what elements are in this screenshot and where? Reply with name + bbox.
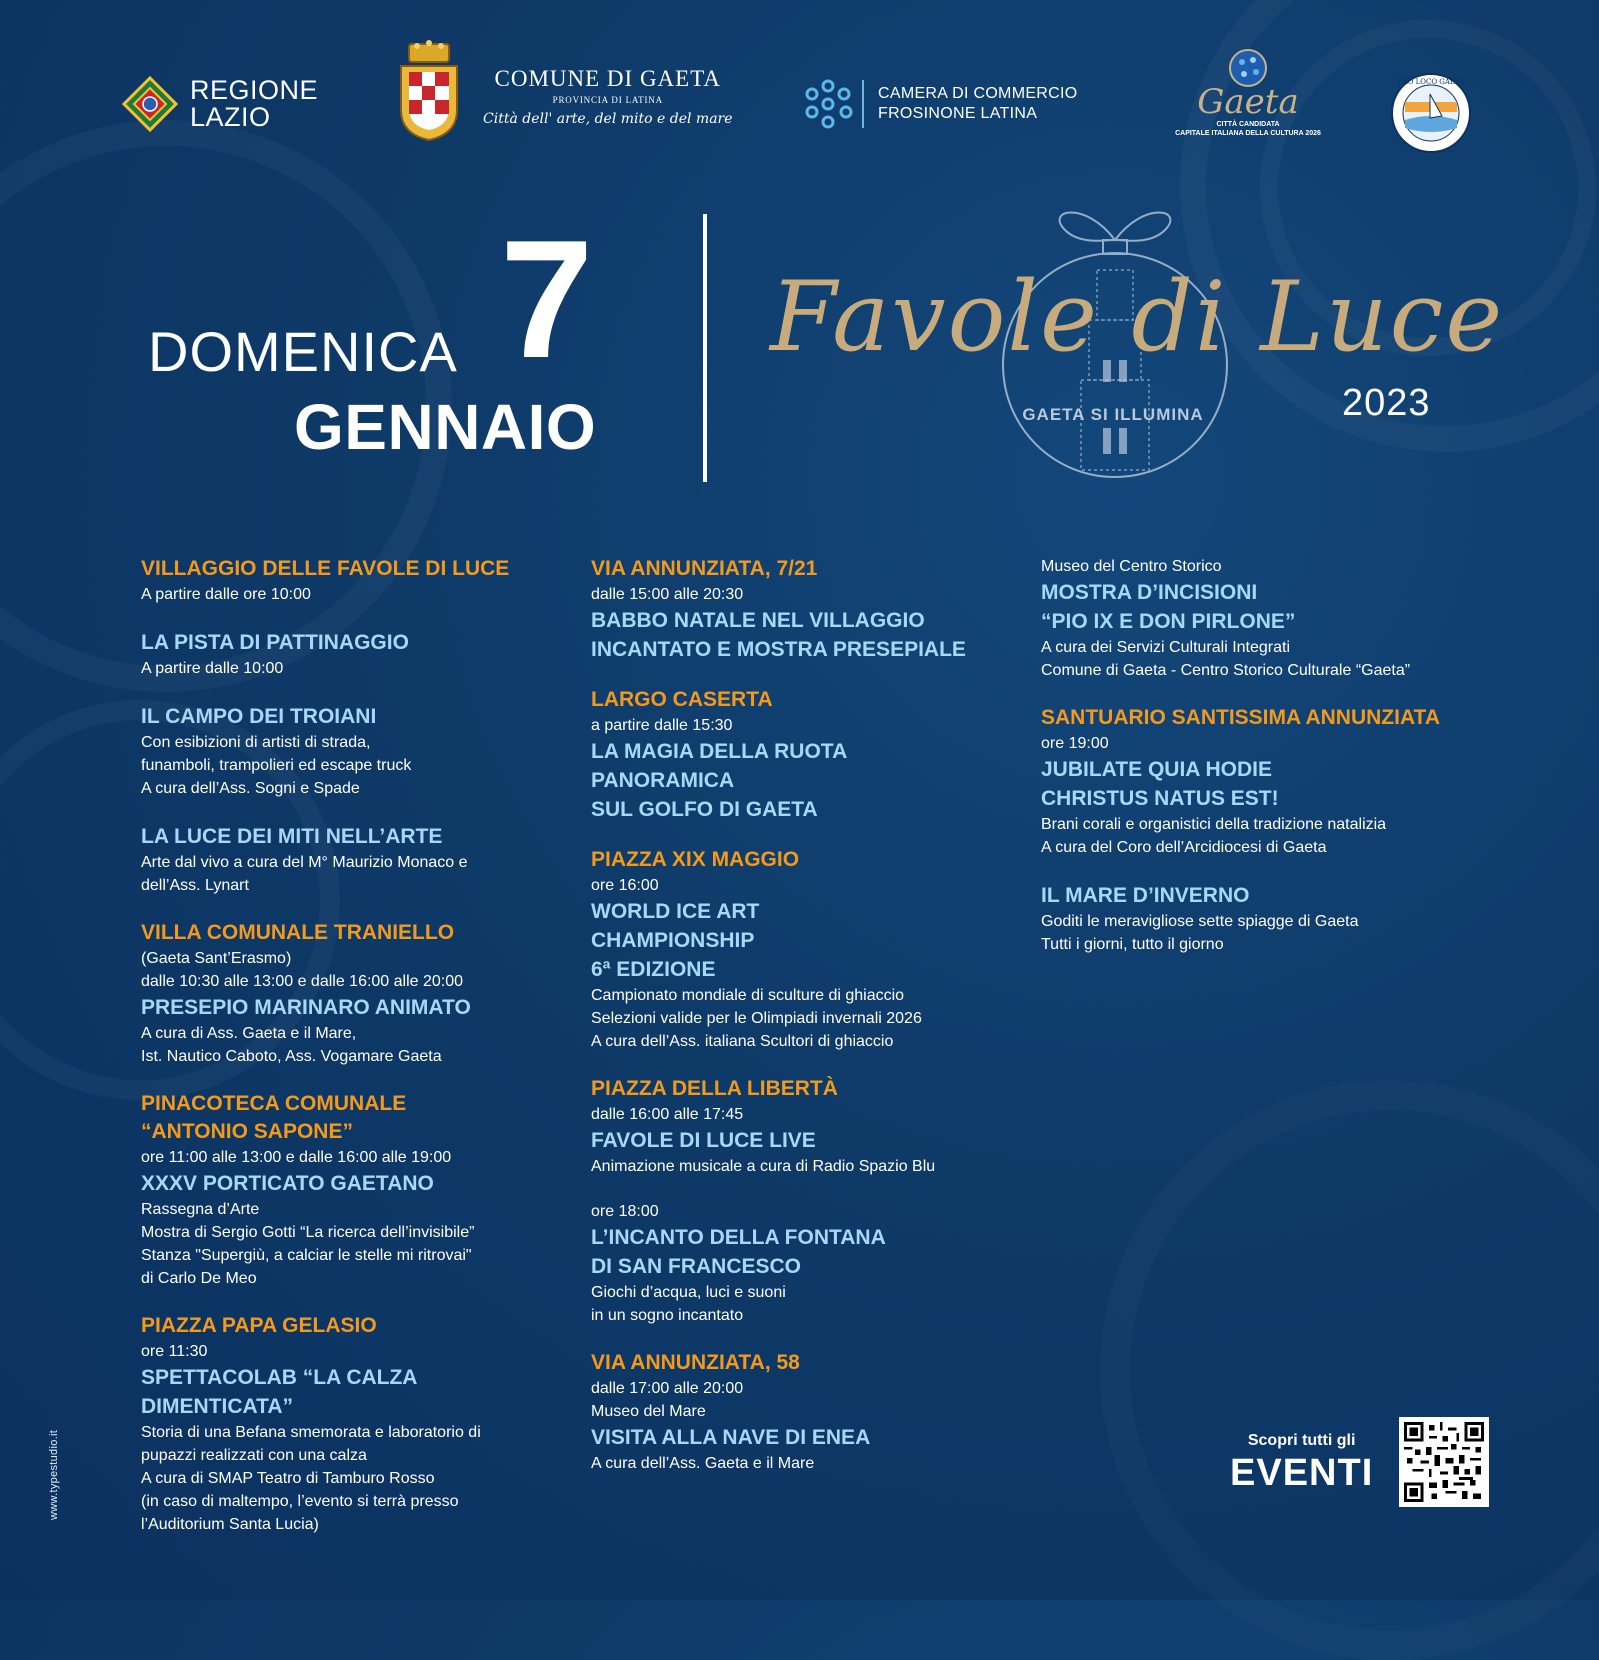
venue-name: SANTUARIO SANTISSIMA ANNUNZIATA [1041,706,1440,729]
camera-line2: FROSINONE LATINA [878,105,1038,122]
program-entry [141,822,561,897]
program-entry [591,846,1011,1053]
event-detail: ore 11:30 [141,1343,208,1360]
comune-gaeta-logo [395,40,733,144]
event-name: SPETTACOLAB “LA CALZA DIMENTICATA” [141,1366,417,1418]
program-column-2 [591,555,1011,1497]
event-detail: ore 16:00 [591,877,659,894]
event-detail: Brani corali e organistici della tradizione natalizia [1041,816,1387,833]
event-detail: A partire dalle ore 10:00 [141,586,311,603]
event-detail: Museo del Centro Storico [1041,558,1222,575]
regione-line1: REGIONE [190,75,319,105]
event-name: JUBILATE QUIA HODIE [1041,758,1273,781]
event-detail: funamboli, trampolieri ed escape truck [141,757,412,774]
event-title: Favole di Luce [770,261,1505,373]
event-detail: Selezioni valide per le Olimpiadi invernali 2026 [591,1010,922,1027]
event-detail: ore 19:00 [1041,735,1109,752]
event-name: VISITA ALLA NAVE DI ENEA [591,1426,871,1449]
pro-loco-gaeta-logo [1390,72,1472,154]
event-detail: Campionato mondiale di sculture di ghiaccio [591,987,905,1004]
event-detail: Rassegna d’Arte [141,1201,260,1218]
event-detail: Museo del Mare [591,1403,706,1420]
program-entry [141,919,561,1068]
event-detail: Ist. Nautico Caboto, Ass. Vogamare Gaeta [141,1048,442,1065]
venue-name: PINACOTECA COMUNALE [141,1092,407,1115]
event-detail: di Carlo De Meo [141,1270,257,1287]
event-name: LA LUCE DEI MITI NELL’ARTE [141,825,443,848]
venue-name: PIAZZA PAPA GELASIO [141,1314,377,1337]
event-name: LA MAGIA DELLA RUOTA [591,740,848,763]
date-day: 7 [500,205,594,393]
event-year: 2023 [1342,382,1431,424]
event-detail: Tutti i giorni, tutto il giorno [1041,936,1224,953]
comune-motto: Città dell' arte, del mito e del mare [483,111,733,127]
date-month: GENNAIO [294,391,597,463]
event-name: PRESEPIO MARINARO ANIMATO [141,996,471,1019]
camera-commercio-icon [800,76,856,132]
program-entry [591,555,1011,664]
program-entry [141,555,561,606]
event-name: DI SAN FRANCESCO [591,1255,802,1278]
lazio-emblem-icon [122,76,178,132]
gaeta-capitale-logo [1168,48,1328,138]
program-column-3 [1041,555,1481,978]
event-detail: ore 18:00 [591,1203,659,1220]
gaeta-crest-icon [395,40,463,144]
event-detail: ore 11:00 alle 13:00 e dalle 16:00 alle 19:00 [141,1149,452,1166]
event-detail: Storia di una Befana smemorata e laboratorio di [141,1424,481,1441]
program-entry [141,1312,561,1536]
event-detail: (in caso di maltempo, l’evento si terrà presso [141,1493,459,1510]
program-entry [141,702,561,800]
event-detail: dalle 15:00 alle 20:30 [591,586,744,603]
date-weekday: DOMENICA [148,320,458,383]
event-detail: A cura del Coro dell’Arcidiocesi di Gaeta [1041,839,1327,856]
program-entry [141,1090,561,1290]
event-name: LA PISTA DI PATTINAGGIO [141,631,409,654]
event-name: BABBO NATALE NEL VILLAGGIO [591,609,925,632]
event-name: WORLD ICE ART [591,900,760,923]
gaeta-wordmark: Gaeta [1197,82,1299,122]
event-name: L’INCANTO DELLA FONTANA [591,1226,886,1249]
title-divider [703,214,707,482]
program-entry [591,1075,1011,1178]
event-name: INCANTATO E MOSTRA PRESEPIALE [591,638,966,661]
venue-name: VIA ANNUNZIATA, 7/21 [591,557,818,580]
scopri-eventi[interactable] [1230,1432,1373,1495]
comune-title: COMUNE DI GAETA [494,66,722,91]
program-entry [1041,881,1481,956]
event-name: PANORAMICA [591,769,735,792]
event-name: XXXV PORTICATO GAETANO [141,1172,434,1195]
event-detail: A cura dell’Ass. Gaeta e il Mare [591,1455,815,1472]
gaeta-capitale: CAPITALE ITALIANA DELLA CULTURA 2026 [1175,130,1321,137]
program-entry [1041,555,1481,682]
event-detail: l’Auditorium Santa Lucia) [141,1516,319,1533]
event-detail: dell’Ass. Lynart [141,877,249,894]
gaeta-candidata: CITTÀ CANDIDATA [1216,121,1280,128]
event-detail: A cura dell’Ass. Sogni e Spade [141,780,360,797]
venue-name: PIAZZA DELLA LIBERTÀ [591,1077,838,1100]
proloco-ring-text: PRO LOCO GAETA [1397,78,1465,86]
camera-line1: CAMERA DI COMMERCIO [878,85,1078,102]
event-detail: Con esibizioni di artisti di strada, [141,734,371,751]
venue-name: VILLA COMUNALE TRANIELLO [141,921,455,944]
event-detail: dalle 17:00 alle 20:00 [591,1380,744,1397]
event-name: FAVOLE DI LUCE LIVE [591,1129,816,1152]
program-column-1 [141,555,561,1558]
scopri-label: Scopri tutti gli [1247,1432,1356,1449]
event-detail: A cura dei Servizi Culturali Integrati [1041,639,1290,656]
program-entry [141,628,561,680]
program-entry [591,1200,1011,1327]
event-detail: A cura di Ass. Gaeta e il Mare, [141,1025,357,1042]
regione-lazio-logo [122,76,318,132]
event-subtitle: GAETA SI ILLUMINA [1022,405,1204,424]
event-detail: pupazzi realizzati con una calza [141,1447,367,1464]
event-detail: A partire dalle 10:00 [141,660,284,677]
event-name: “PIO IX E DON PIRLONE” [1041,610,1296,633]
qr-code-icon[interactable] [1399,1417,1489,1507]
event-detail: Arte dal vivo a cura del M° Maurizio Monaco e [141,854,468,871]
venue-name: PIAZZA XIX MAGGIO [591,848,800,871]
event-detail: Mostra di Sergio Gotti “La ricerca dell’invisibile” [141,1224,475,1241]
event-detail: a partire dalle 15:30 [591,717,733,734]
event-detail: A cura dell’Ass. italiana Scultori di ghiaccio [591,1033,894,1050]
event-detail: dalle 10:30 alle 13:00 e dalle 16:00 alle 20:00 [141,973,464,990]
event-name: SUL GOLFO DI GAETA [591,798,818,821]
program-entry [591,1349,1011,1475]
program-entry [591,686,1011,824]
eventi-label: EVENTI [1230,1452,1374,1494]
event-detail: in un sogno incantato [591,1307,744,1324]
venue-name: VILLAGGIO DELLE FAVOLE DI LUCE [141,557,510,580]
event-detail: (Gaeta Sant’Erasmo) [141,950,292,967]
event-detail: Stanza "Supergiù, a calciar le stelle mi ritrovai" [141,1247,472,1264]
event-name: MOSTRA D’INCISIONI [1041,581,1258,604]
background-swirl [1100,1080,1599,1660]
event-detail: Goditi le meravigliose sette spiagge di Gaeta [1041,913,1359,930]
regione-line2: LAZIO [190,102,271,132]
event-name: 6ª EDIZIONE [591,958,716,981]
event-name: CHAMPIONSHIP [591,929,755,952]
event-name: IL CAMPO DEI TROIANI [141,705,377,728]
event-detail: Giochi d’acqua, luci e suoni [591,1284,786,1301]
event-detail: Comune di Gaeta - Centro Storico Culturale “Gaeta” [1041,662,1411,679]
venue-name: “ANTONIO SAPONE” [141,1120,353,1143]
event-name: CHRISTUS NATUS EST! [1041,787,1279,810]
program-entry [1041,704,1481,859]
camera-separator [862,80,864,128]
event-name: IL MARE D’INVERNO [1041,884,1250,907]
venue-name: VIA ANNUNZIATA, 58 [591,1351,800,1374]
venue-name: LARGO CASERTA [591,688,773,711]
comune-province: PROVINCIA DI LATINA [552,95,663,105]
event-detail: dalle 16:00 alle 17:45 [591,1106,744,1123]
camera-commercio-logo [800,76,1078,132]
event-detail: Animazione musicale a cura di Radio Spazio Blu [591,1158,936,1175]
designer-credit: www.typestudio.it [48,1429,60,1520]
event-detail: A cura di SMAP Teatro di Tamburo Rosso [141,1470,435,1487]
